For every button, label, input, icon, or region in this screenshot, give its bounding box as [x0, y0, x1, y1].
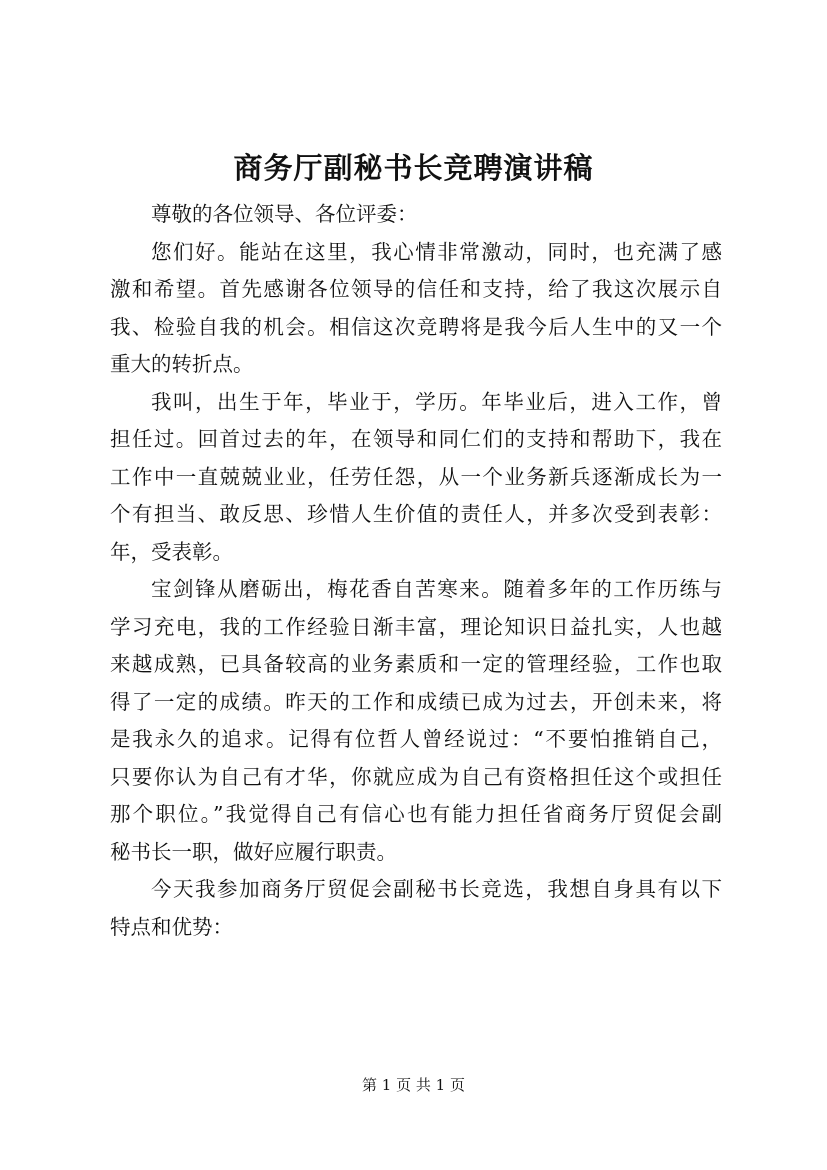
text-line: 我、检验自我的机会。相信这次竞聘将是我今后人生中的又一个	[110, 314, 722, 339]
text-line: 激和希望。首先感谢各位领导的信任和支持，给了我这次展示自	[110, 277, 722, 301]
text-line: 我叫，出生于年，毕业于，学历。年毕业后，进入工作，曾	[151, 389, 722, 414]
page-footer: 第 1 页 共 1 页	[362, 1076, 465, 1094]
text-line: 学习充电，我的工作经验日渐丰富，理论知识日益扎实，人也越	[110, 614, 722, 639]
text-line: 您们好。能站在这里，我心情非常激动，同时，也充满了感	[151, 239, 722, 264]
text-line: 那个职位。”我觉得自己有信心也有能力担任省商务厅贸促会副	[110, 802, 722, 826]
document-body	[110, 196, 722, 946]
text-line: 得了一定的成绩。昨天的工作和成绩已成为过去，开创未来，将	[110, 689, 722, 714]
text-line: 担任过。回首过去的年，在领导和同仁们的支持和帮助下，我在	[110, 427, 722, 451]
text-line: 秘书长一职，做好应履行职责。	[110, 839, 397, 864]
text-line: 今天我参加商务厅贸促会副秘书长竞选，我想自身具有以下	[151, 877, 722, 901]
text-line: 工作中一直兢兢业业，任劳任怨，从一个业务新兵逐渐成长为一	[110, 464, 722, 489]
text-line: 尊敬的各位领导、各位评委：	[151, 202, 418, 226]
text-line: 年，受表彰。	[110, 539, 233, 564]
text-line: 重大的转折点。	[110, 352, 254, 376]
text-line: 是我永久的追求。记得有位哲人曾经说过：“不要怕推销自己，	[110, 727, 722, 751]
text-line: 只要你认为自己有才华，你就应成为自己有资格担任这个或担任	[110, 764, 722, 789]
text-line: 特点和优势：	[110, 914, 233, 939]
text-line: 宝剑锋从磨砺出，梅花香自苦寒来。随着多年的工作历练与	[151, 577, 722, 601]
text-line: 来越成熟，已具备较高的业务素质和一定的管理经验，工作也取	[110, 652, 722, 676]
document-title: 商务厅副秘书长竞聘演讲稿	[233, 151, 594, 185]
text-line: 个有担当、敢反思、珍惜人生价值的责任人，并多次受到表彰：	[110, 502, 722, 526]
